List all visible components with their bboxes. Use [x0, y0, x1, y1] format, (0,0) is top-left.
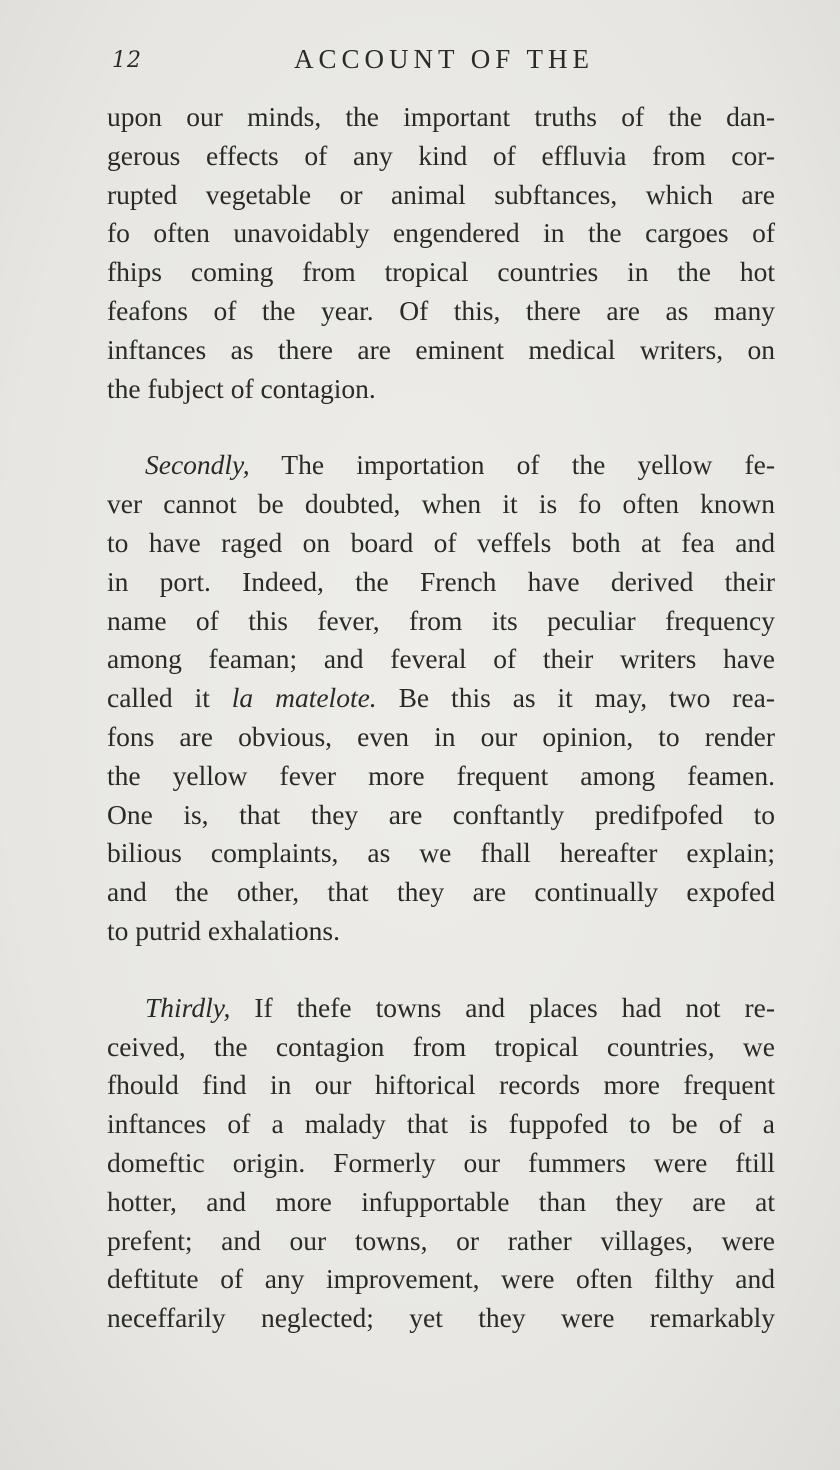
paragraph-2: [107, 446, 775, 950]
text-line: feafons of the year. Of this, there are as many: [107, 294, 775, 326]
line-after: Be this as it may, two rea-: [376, 682, 775, 714]
text-line: among feaman; and feveral of their writers have: [107, 643, 775, 675]
text-line: inftances as there are eminent medical writers, on: [107, 333, 775, 365]
text-line: neceffarily neglected; yet they were remarkably: [107, 1302, 775, 1334]
paragraph-1: [107, 98, 775, 408]
italic-lead: Thirdly,: [145, 991, 231, 1023]
text-line: fons are obvious, even in our opinion, to render: [107, 720, 775, 752]
lead-rest: If thefe towns and places had not re-: [230, 991, 775, 1023]
page-number: 12: [112, 48, 142, 73]
text-line: One is, that they are conftantly predifpofed to: [107, 798, 775, 830]
text-line: name of this fever, from its peculiar frequency: [107, 604, 775, 636]
text-line: gerous effects of any kind of effluvia from cor-: [107, 139, 775, 171]
text-line: in port. Indeed, the French have derived their: [107, 565, 775, 597]
text-line: the yellow fever more frequent among feamen.: [107, 759, 775, 791]
text-line: upon our minds, the important truths of the dan-: [107, 101, 775, 132]
italic-term: la matelote.: [231, 682, 377, 714]
text-line: [107, 446, 775, 485]
body-text: [107, 98, 775, 1338]
text-line: [107, 989, 775, 1028]
italic-lead: Secondly,: [145, 449, 250, 481]
line-before: called it: [107, 682, 232, 714]
text-line: prefent; and our towns, or rather villages, were: [107, 1224, 775, 1256]
text-line: fo often unavoidably engendered in the cargoes of: [107, 217, 775, 249]
text-line: to putrid exhalations.: [107, 914, 340, 946]
text-line: domeftic origin. Formerly our fummers were ftill: [107, 1146, 775, 1178]
lead-rest: The importation of the yellow fe-: [249, 449, 775, 481]
paragraph-3: [107, 989, 775, 1338]
text-line: fhould find in our hiftorical records more frequent: [107, 1069, 775, 1101]
text-line: hotter, and more infupportable than they are at: [107, 1185, 775, 1217]
text-line: fhips coming from tropical countries in the hot: [107, 256, 775, 288]
page-header: [108, 44, 778, 80]
text-line: the fubject of contagion.: [107, 372, 376, 404]
running-head: ACCOUNT OF THE: [294, 44, 595, 74]
text-line: and the other, that they are continually expofed: [107, 876, 775, 908]
text-line: bilious complaints, as we fhall hereafter explain;: [107, 837, 775, 869]
text-line: to have raged on board of veffels both at fea and: [107, 526, 775, 558]
text-line: inftances of a malady that is fuppofed to be of a: [107, 1108, 775, 1140]
text-line: ver cannot be doubted, when it is fo often known: [107, 488, 775, 520]
text-line: ceived, the contagion from tropical countries, we: [107, 1030, 775, 1062]
text-line: rupted vegetable or animal subftances, which are: [107, 178, 775, 210]
text-line: [107, 679, 775, 718]
text-line: deftitute of any improvement, were often filthy and: [107, 1263, 775, 1295]
